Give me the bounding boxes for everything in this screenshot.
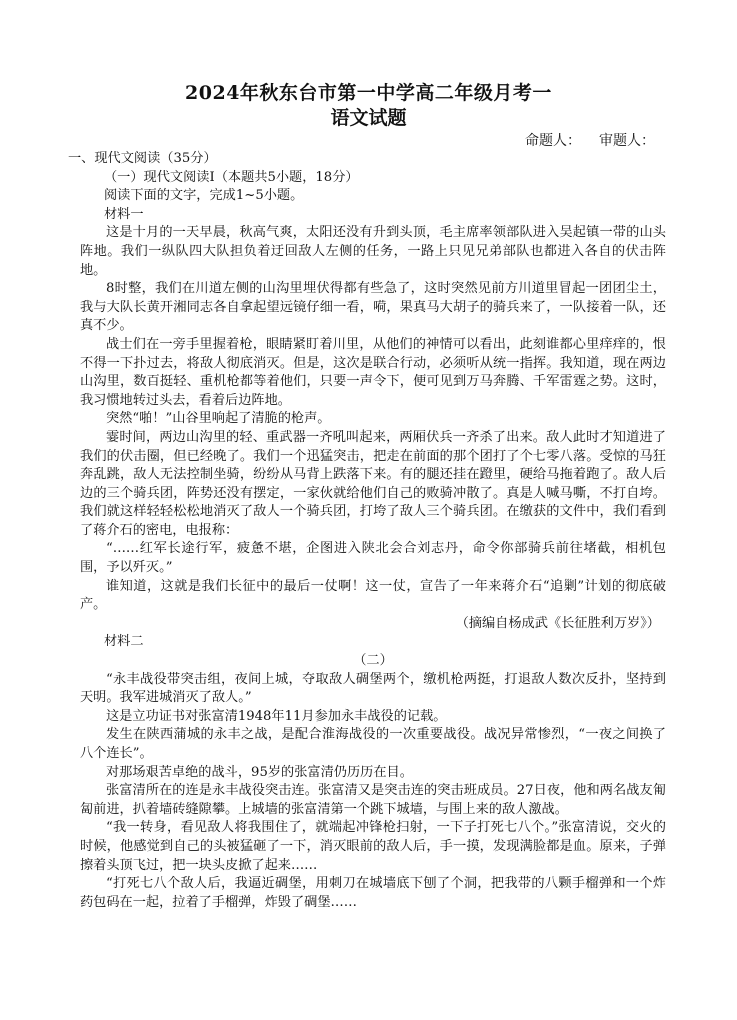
- exam-title: 2024年秋东台市第一中学高二年级月考一: [185, 82, 552, 104]
- paragraph: “我一转身，看见敌人将我围住了，就端起冲锋枪扫射，一下子打死七八个。”张富清说，交火的时候，他感觉到自己的头被猛砸了一下，消灭眼前的敌人后，手一摸，发现满脸都是血。原来，子弹擦着头顶飞过，把一块头皮掀了起来……: [80, 820, 666, 873]
- paragraph: 战士们在一旁手里握着枪，眼睛紧盯着川里，从他们的神情可以看出，此刻谁都心里痒痒的，恨不得一下扑过去，将敌人彻底消灭。但是，这次是联合行动，必须听从统一指挥。我知道，现在两边山沟里，数百挺轻、重机枪都等着他们，只要一声令下，便可见到万马奔腾、千军雷霆之势。这时，我习惯地转过头去，看着后边阵地。: [80, 336, 666, 408]
- instruction-text: 阅读下面的文字，完成1~5小题。: [104, 188, 304, 204]
- material-one-label: 材料一: [104, 206, 144, 222]
- source-citation: （摘编自杨成武《长征胜利万岁》）: [455, 615, 660, 631]
- paragraph: 霎时间，两边山沟里的轻、重武器一齐吼叫起来，两厢伏兵一齐杀了出来。敌人此时才知道进了我们的伏击圈，但已经晚了。我们一个迅猛突击，把走在前面的那个团打了个七零八落。受惊的马狂奔乱跳，敌人无法控制坐骑，纷纷从马背上跌落下来。有的腿还挂在蹬里，硬给马拖着跑了。敌人后边的三个骑兵团，阵势还没有摆定，一家伙就给他们自己的败骑冲散了。真是人喊马嘶，不打自垮。我们就这样轻轻松松地消灭了敌人一个骑兵团，打垮了敌人三个骑兵团。在缴获的文件中，我们看到了蒋介石的密电，电报称：: [80, 429, 666, 538]
- exam-subtitle: 语文试题: [330, 107, 407, 129]
- paragraph: 对那场艰苦卓绝的战斗，95岁的张富清仍历历在目。: [106, 764, 413, 780]
- paragraph: 突然“啪！”山谷里响起了清脆的枪声。: [106, 411, 331, 427]
- material-two-label: 材料二: [104, 634, 144, 650]
- paragraph: “……红军长途行军，疲惫不堪，企图进入陕北会合刘志丹，命令你部骑兵前往堵截，相机包围，予以歼灭。”: [80, 541, 666, 576]
- document-body: [68, 150, 666, 912]
- section-subheading: （一）现代文阅读Ⅰ（本题共5小题，18分）: [104, 169, 359, 185]
- paragraph: 张富清所在的连是永丰战役突击连。张富清又是突击连的突击班成员。27日夜，他和两名战友匍匐前进，扒着墙砖缝隙攀。上城墙的张富清第一个跳下城墙，与围上来的敌人激战。: [80, 783, 666, 817]
- paragraph: “打死七八个敌人后，我逼近碉堡，用刺刀在城墙底下刨了个洞，把我带的八颗手榴弹和一个炸药包码在一起，拉着了手榴弹，炸毁了碉堡……: [80, 876, 666, 910]
- reviewer-label: 审题人：: [599, 133, 655, 149]
- paragraph: “永丰战役带突击组，夜间上城，夺取敌人碉堡两个，缴机枪两挺，打退敌人数次反扑，坚持到天明。我军进城消灭了敌人。”: [80, 671, 666, 706]
- setter-label: 命题人：: [525, 133, 581, 149]
- paragraph: 8时整，我们在川道左侧的山沟里埋伏得都有些急了，这时突然见前方川道里冒起一团团尘土，我与大队长黄开湘同志各自拿起望远镜仔细一看，嗬，果真马大胡子的骑兵来了，一队接着一队，还真不少。: [80, 281, 666, 334]
- paragraph: 这是立功证书对张富清1948年11月参加永丰战役的记载。: [106, 708, 447, 724]
- paragraph: 谁知道，这就是我们长征中的最后一仗啊！这一仗，宣告了一年来蒋介石“追剿”计划的彻底破产。: [80, 578, 666, 613]
- part-marker: （二）: [353, 653, 393, 669]
- section-heading: 一、现代文阅读（35分）: [68, 151, 217, 166]
- author-line: [507, 130, 655, 150]
- paragraph: 发生在陕西蒲城的永丰之战，是配合淮海战役的一次重要战役。战况异常惨烈，“一夜之间换了八个连长”。: [80, 727, 666, 761]
- paragraph: 这是十月的一天早晨，秋高气爽，太阳还没有升到头顶，毛主席率领部队进入吴起镇一带的山头阵地。我们一纵队四大队担负着迂回敌人左侧的任务，一路上只见兄弟部队也都进入各自的伏击阵地。: [80, 225, 666, 278]
